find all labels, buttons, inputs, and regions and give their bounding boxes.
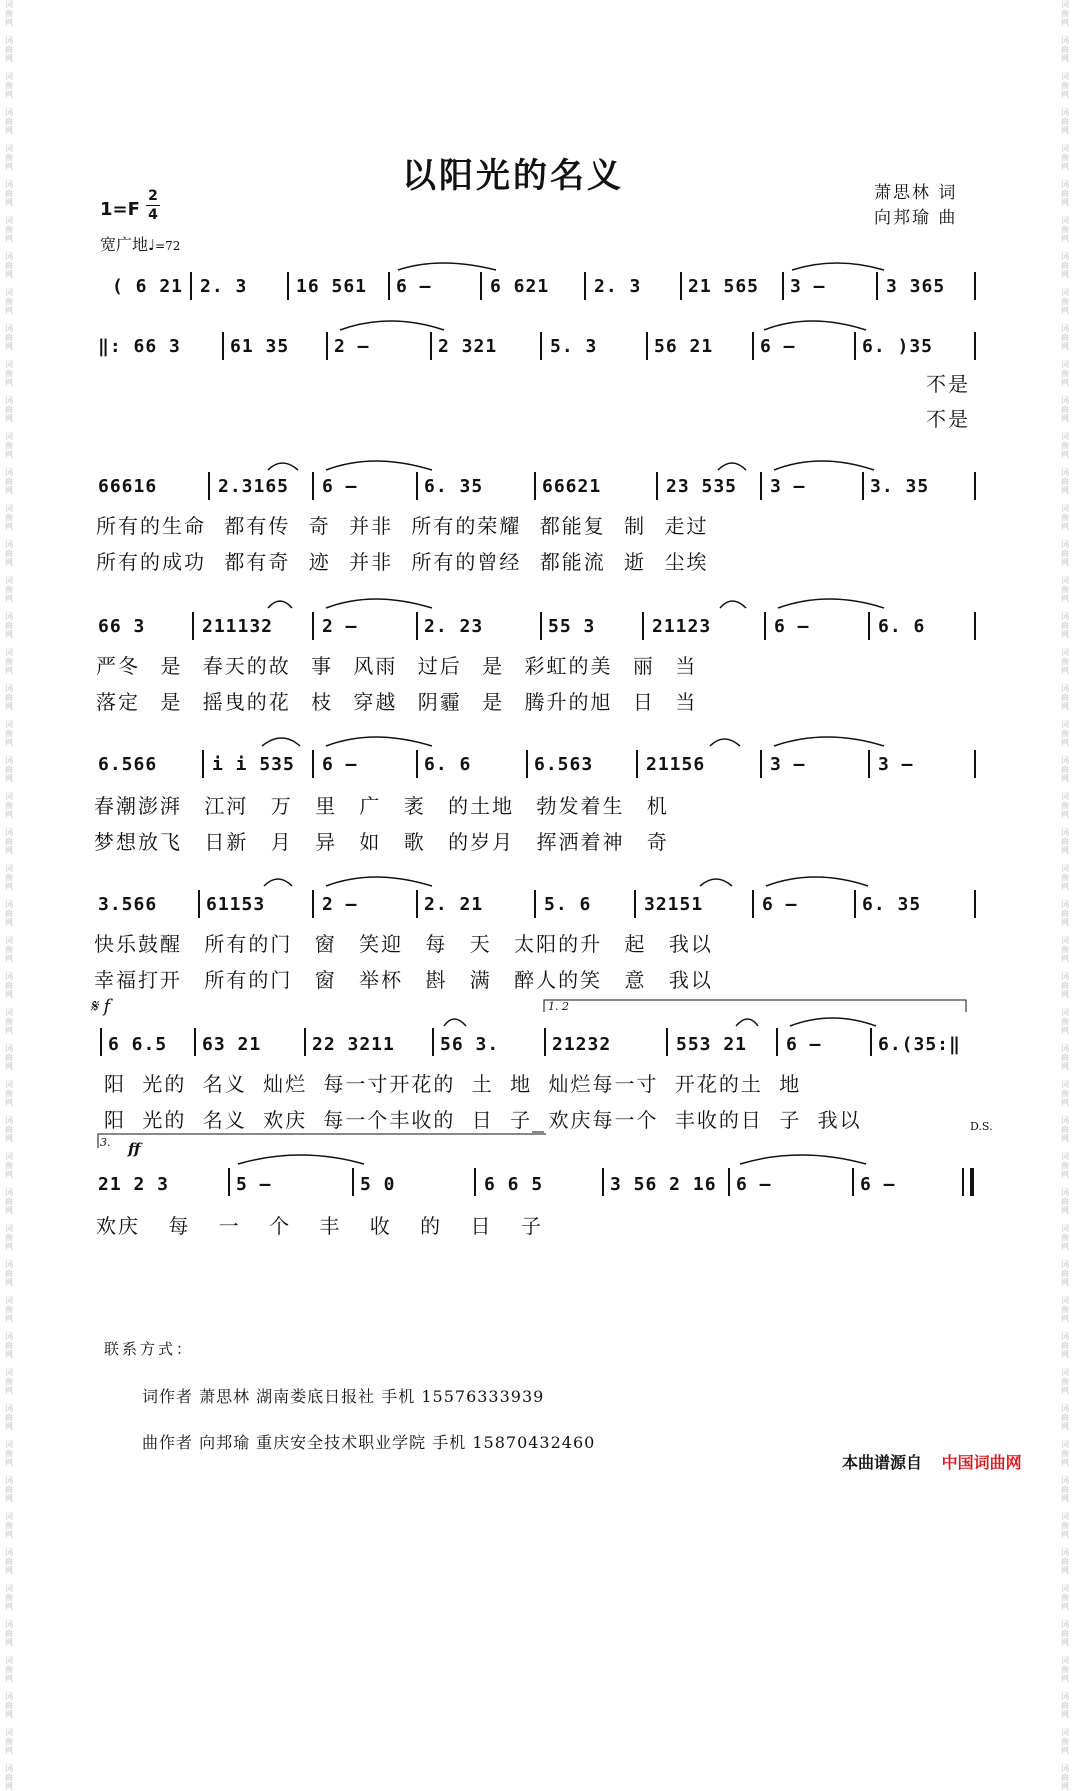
tie-arc [326,599,432,608]
volta-3: 3. [100,1136,111,1149]
time-signature-bottom: 4 [148,207,158,223]
measure-notes: 6 – [736,1174,772,1195]
tie-arc [326,737,432,746]
composer-contact: 曲作者 向邦瑜 重庆安全技术职业学院 手机 15870432460 [142,1433,596,1452]
measure-notes: 2 – [322,894,358,915]
tie-arc [774,461,874,470]
volta-bracket [544,1000,966,1012]
measure-notes: 5. 3 [550,336,598,357]
measure-notes: 2 – [322,616,358,637]
lyric-verse-1: 严冬 是 春天的故 事 风雨 过后 是 彩虹的美 丽 当 [96,654,698,678]
measure-notes: 66616 [98,476,158,497]
measure-notes: 6. 6 [424,754,472,775]
volta-bracket [98,1134,546,1148]
lyric-verse-1: 快乐鼓醒 所有的门 窗 笑迎 每 天 太阳的升 起 我以 [94,932,713,956]
measure-notes: 21 565 [688,276,760,297]
composer-credit: 向邦瑜 曲 [874,208,958,228]
measure-notes: 3 365 [886,276,946,297]
measure-notes: 5 0 [360,1174,396,1195]
measure-notes: 22 3211 [312,1034,395,1055]
measure-notes: 2.3165 [218,476,290,497]
measure-notes: 3 – [790,276,826,297]
measure-notes: 3.566 [98,894,158,915]
measure-notes: 61153 [206,894,266,915]
tie-arc [340,321,444,330]
slur-arc [264,879,292,886]
measure-notes: 6 – [322,754,358,775]
measure-notes: 6.566 [98,754,158,775]
source-credit [842,1450,1022,1473]
measure-notes: 2. 23 [424,616,484,637]
time-signature-top: 2 [148,188,158,204]
measure-notes: 3 – [770,476,806,497]
tempo-value: =72 [155,239,181,253]
measure-notes: 2 – [334,336,370,357]
lyric-verse-2: 所有的成功 都有奇 迹 并非 所有的曾经 都能流 逝 尘埃 [96,550,709,574]
measure-notes: 3 – [770,754,806,775]
measure-notes: 5 – [236,1174,272,1195]
measure-notes: 2. 3 [200,276,248,297]
measure-notes: 61 35 [230,336,290,357]
source-site-link[interactable]: 中国词曲网 [941,1453,1022,1472]
slur-arc [720,601,746,608]
measure-notes: ‖: 66 3 [98,336,181,357]
dal-segno-mark: D.S. [970,1120,993,1133]
tie-arc [326,877,432,886]
measure-notes: 3 – [878,754,914,775]
measure-notes: 3. 35 [870,476,930,497]
measure-notes: 56 21 [654,336,714,357]
tie-arc [766,877,868,886]
volta-1-2: 1. 2 [548,1000,569,1013]
source-prefix: 本曲谱源自 [842,1453,923,1472]
measure-notes: 6 – [396,276,432,297]
measure-notes: 2. 3 [594,276,642,297]
measure-notes: 6 – [860,1174,896,1195]
dynamic-ff: ff [128,1140,141,1158]
measure-notes: 23 535 [666,476,738,497]
measure-notes: 6 – [774,616,810,637]
measure-notes: 21232 [552,1034,612,1055]
slur-arc [700,879,732,886]
measure-notes: 6. 6 [878,616,926,637]
tie-arc [790,1018,876,1026]
tie-arc [238,1155,364,1164]
tie-arc [326,461,432,470]
slur-arc [710,739,740,746]
measure-notes: 6.(35:‖ [878,1034,961,1055]
tie-arc [740,1155,866,1164]
measure-notes: 66 3 [98,616,146,637]
lyric-verse-1: 阳 光的 名义 灿烂 每一寸开花的 土 地 灿烂每一寸 开花的土 地 [104,1072,802,1096]
measure-notes: 6 – [760,336,796,357]
measure-notes: 211132 [202,616,274,637]
slur-arc [262,738,300,746]
song-title: 以阳光的名义 [402,156,624,196]
lyric-verse-2: 不是 [926,407,970,431]
slur-arc [736,1019,758,1026]
measure-notes: 32151 [644,894,704,915]
measure-notes: ( 6 21 [112,276,184,297]
measure-notes: 3 56 2 16 [610,1174,717,1195]
measure-notes: 6. )35 [862,336,934,357]
measure-notes: 6.563 [534,754,594,775]
slur-arc [444,1019,466,1026]
measure-notes: 553 21 [676,1034,748,1055]
tempo-text: 宽广地 [100,235,149,254]
side-watermark-right: 词 曲 网 词 曲 网 词 曲 网 词 曲 网 词 曲 网 词 曲 网 词 曲 网 词 曲 网 词 曲 网 词 曲 网 词 曲 网 词 曲 网 词 曲 网 词 曲 网 词 曲 网 词 曲 网 词 曲 网 词 曲 网 词 曲 网 词 曲 网 词 曲 网 词 曲 网 词 曲 网 词 曲 网 词 曲 网 词 曲 网 词 曲 网 词 曲 网 词 曲 网 词 曲 网 词 曲 网 词 曲 网 词 曲 网 词 曲 网 词 曲 网 词 曲 网 词 曲 网 词 曲 网 词 曲 网 词 曲 网 词 曲 网 词 曲 网 词 曲 网 词 曲 网 词 曲 网 词 曲 网 词 曲 网 词 曲 网 词 曲 网 词 曲 网 [1061,0,1069,1791]
tie-arc [398,263,496,270]
measure-notes: 55 3 [548,616,596,637]
measure-notes: 6 – [322,476,358,497]
measure-notes: 6. 35 [424,476,484,497]
segno-sign: 𝄋 f [90,996,111,1017]
lyric-verse-2: 阳 光的 名义 欢庆 每一个丰收的 日 子 欢庆每一个 丰收的日 子 我以 [104,1108,862,1132]
lyric-verse-1: 不是 [926,372,970,396]
measure-notes: 6 6 5 [484,1174,544,1195]
measure-notes: 21123 [652,616,712,637]
lyric-verse: 欢庆 每 一 个 丰 收 的 日 子 [96,1214,543,1238]
measure-notes: 6 6.5 [108,1034,168,1055]
quarter-note-icon: ♩ [148,236,156,254]
measure-notes: 63 21 [202,1034,262,1055]
lyricist-contact: 词作者 萧思林 湖南娄底日报社 手机 15576333939 [142,1387,545,1406]
measure-notes: 2 321 [438,336,498,357]
measure-notes: 56 3. [440,1034,500,1055]
measure-notes: 2. 21 [424,894,484,915]
measure-notes: 16 561 [296,276,368,297]
measure-notes: 5. 6 [544,894,592,915]
side-watermark-left: 词 曲 网 词 曲 网 词 曲 网 词 曲 网 词 曲 网 词 曲 网 词 曲 网 词 曲 网 词 曲 网 词 曲 网 词 曲 网 词 曲 网 词 曲 网 词 曲 网 词 曲 网 词 曲 网 词 曲 网 词 曲 网 词 曲 网 词 曲 网 词 曲 网 词 曲 网 词 曲 网 词 曲 网 词 曲 网 词 曲 网 词 曲 网 词 曲 网 词 曲 网 词 曲 网 词 曲 网 词 曲 网 词 曲 网 词 曲 网 词 曲 网 词 曲 网 词 曲 网 词 曲 网 词 曲 网 词 曲 网 词 曲 网 词 曲 网 词 曲 网 词 曲 网 词 曲 网 词 曲 网 词 曲 网 词 曲 网 词 曲 网 词 曲 网 [5,0,13,1791]
tie-arc [778,599,884,608]
measure-notes: i i 535 [212,754,295,775]
measure-notes: 66621 [542,476,602,497]
tie-arc [774,737,884,746]
measure-notes: 21 2 3 [98,1174,170,1195]
lyric-verse-2: 落定 是 摇曳的花 枝 穿越 阴霾 是 腾升的旭 日 当 [96,690,698,714]
measure-notes: 6 – [762,894,798,915]
tie-arc [764,321,866,330]
lyric-verse-1: 所有的生命 都有传 奇 并非 所有的荣耀 都能复 制 走过 [96,514,709,538]
contact-label: 联系方式： [104,1340,195,1358]
lyric-verse-2: 梦想放飞 日新 月 异 如 歌 的岁月 挥洒着神 奇 [94,830,669,854]
slur-arc [268,463,298,470]
measure-notes: 6. 35 [862,894,922,915]
lyric-verse-2: 幸福打开 所有的门 窗 举杯 斟 满 醉人的笑 意 我以 [94,968,713,992]
measure-notes: 6 – [786,1034,822,1055]
lyricist-credit: 萧思林 词 [874,183,958,203]
slur-arc [718,463,746,470]
measure-notes: 21156 [646,754,706,775]
lyric-verse-1: 春潮澎湃 江河 万 里 广 袤 的土地 勃发着生 机 [94,794,669,818]
key-signature: 1=F [100,199,140,220]
tie-arc [792,263,884,270]
slur-arc [268,601,292,608]
measure-notes: 6 621 [490,276,550,297]
